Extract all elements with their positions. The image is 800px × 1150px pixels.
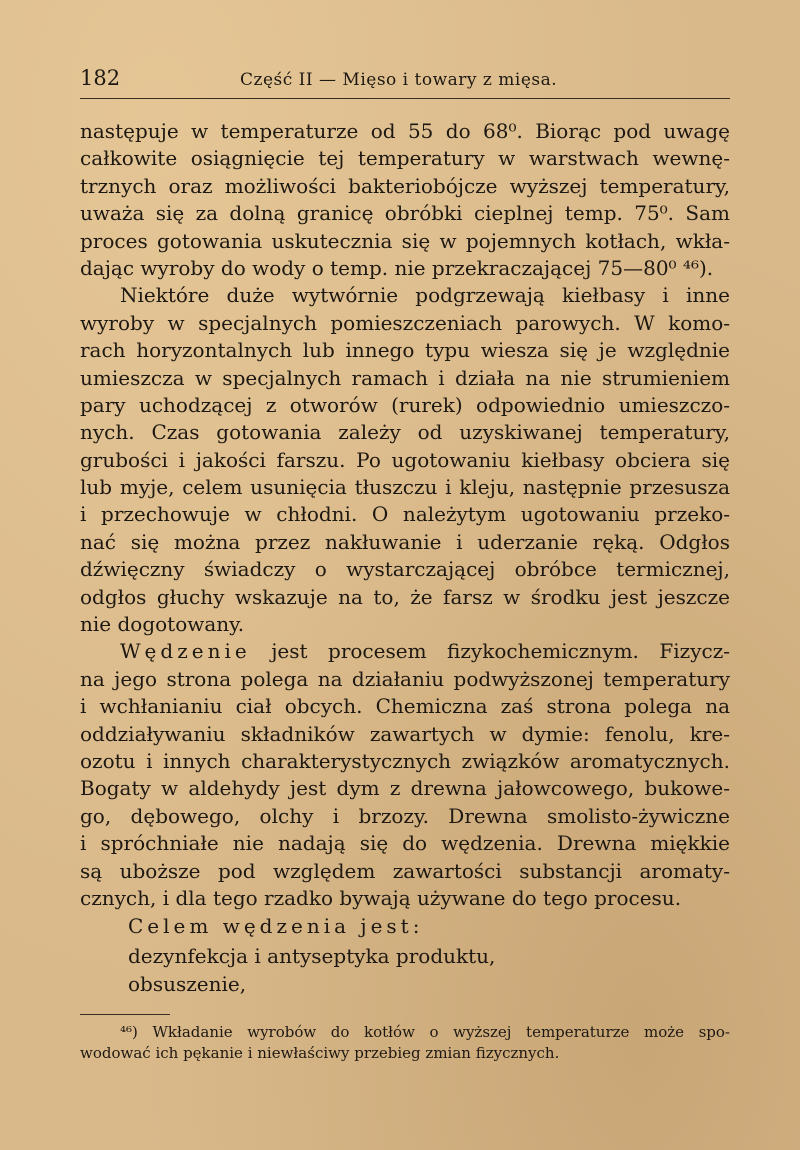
text-line	[80, 638, 730, 665]
text-line: na jego strona polega na działaniu podwyższonej temperatury	[80, 666, 730, 691]
smoking-term: Wędzenie	[120, 639, 251, 664]
footnote	[80, 1022, 730, 1064]
text-line: następuje w temperaturze od 55 do 68⁰. Biorąc pod uwagę	[80, 119, 730, 143]
text-line: cznych, i dla tego rzadko bywają używane do tego procesu.	[80, 885, 682, 910]
main-text	[80, 118, 730, 912]
text-line: i przechowuje w chłodni. O należytym ugotowaniu przeko-	[80, 502, 730, 527]
paragraph-steam-chambers	[80, 282, 730, 638]
text-line: i wchłanianiu ciał obcych. Chemiczna zaś strona polega na	[80, 694, 730, 719]
text-line: Niektóre duże wytwórnie podgrzewają kiełbasy i inne	[120, 283, 730, 308]
text-line: umieszcza w specjalnych ramach i działa na nie strumieniem	[80, 365, 730, 390]
list-heading: Celem wędzenia jest:	[128, 914, 424, 938]
text-line: oddziaływaniu składników zawartych w dymie: fenolu, kre-	[80, 721, 730, 746]
footnote-divider	[80, 1014, 170, 1015]
text-line: nych. Czas gotowania zależy od uzyskiwanej temperatury,	[80, 420, 730, 445]
paragraph-smoking	[80, 638, 730, 912]
text-line: go, dębowego, olchy i brzozy. Drewna smolisto-żywiczne	[80, 803, 730, 828]
list-item: dezynfekcja i antyseptyka produktu,	[128, 944, 496, 969]
text-line: lub myje, celem usunięcia tłuszczu i kleju, następnie przesusza	[80, 475, 730, 500]
paragraph-boiling-temperature	[80, 118, 730, 282]
smoking-goals-list	[128, 913, 495, 998]
text-line: proces gotowania uskutecznia się w pojemnych kotłach, wkła-	[80, 228, 730, 253]
text-line: pary uchodzącej z otworów (rurek) odpowiednio umieszczo-	[80, 392, 730, 417]
text-line: trznych oraz możliwości bakteriobójcze wyższej temperatury,	[80, 173, 730, 198]
text-line: i spróchniałe nie nadają się do wędzenia. Drewna miękkie	[80, 831, 730, 856]
text-line: nie dogotowany.	[80, 612, 245, 637]
list-item: obsuszenie,	[128, 971, 247, 996]
page-number: 182	[80, 66, 121, 90]
text-line: uważa się za dolną granicę obróbki cieplnej temp. 75⁰. Sam	[80, 201, 730, 226]
text-fragment: jest procesem fizykochemicznym. Fizycz-	[250, 639, 730, 664]
footnote-line: wodować ich pękanie i niewłaściwy przebieg zmian fizycznych.	[80, 1044, 560, 1062]
text-line: odgłos głuchy wskazuje na to, że farsz w środku jest jeszcze	[80, 584, 730, 609]
page-header	[80, 62, 730, 99]
text-line: ozotu i innych charakterystycznych związków aromatycznych.	[80, 748, 730, 773]
text-line: rach horyzontalnych lub innego typu wiesza się je względnie	[80, 338, 730, 363]
footnote-line: ⁴⁶) Wkładanie wyrobów do kotłów o wyższej temperaturze może spo-	[120, 1023, 730, 1041]
text-line: nać się można przez nakłuwanie i uderzanie ręką. Odgłos	[80, 529, 730, 554]
text-line: dając wyroby do wody o temp. nie przekraczającej 75—80⁰ ⁴⁶).	[80, 255, 714, 280]
text-line: są uboższe pod względem zawartości substancji aromaty-	[80, 858, 730, 883]
text-line: całkowite osiągnięcie tej temperatury w warstwach wewnę-	[80, 146, 730, 171]
text-line: grubości i jakości farszu. Po ugotowaniu kiełbasy obciera się	[80, 447, 730, 472]
text-line: Bogaty w aldehydy jest dym z drewna jałowcowego, bukowe-	[80, 776, 730, 801]
text-line: dźwięczny świadczy o wystarczającej obróbce termicznej,	[80, 557, 730, 582]
running-title: Część II — Mięso i towary z mięsa.	[240, 70, 558, 90]
text-line: wyroby w specjalnych pomieszczeniach parowych. W komo-	[80, 310, 730, 335]
